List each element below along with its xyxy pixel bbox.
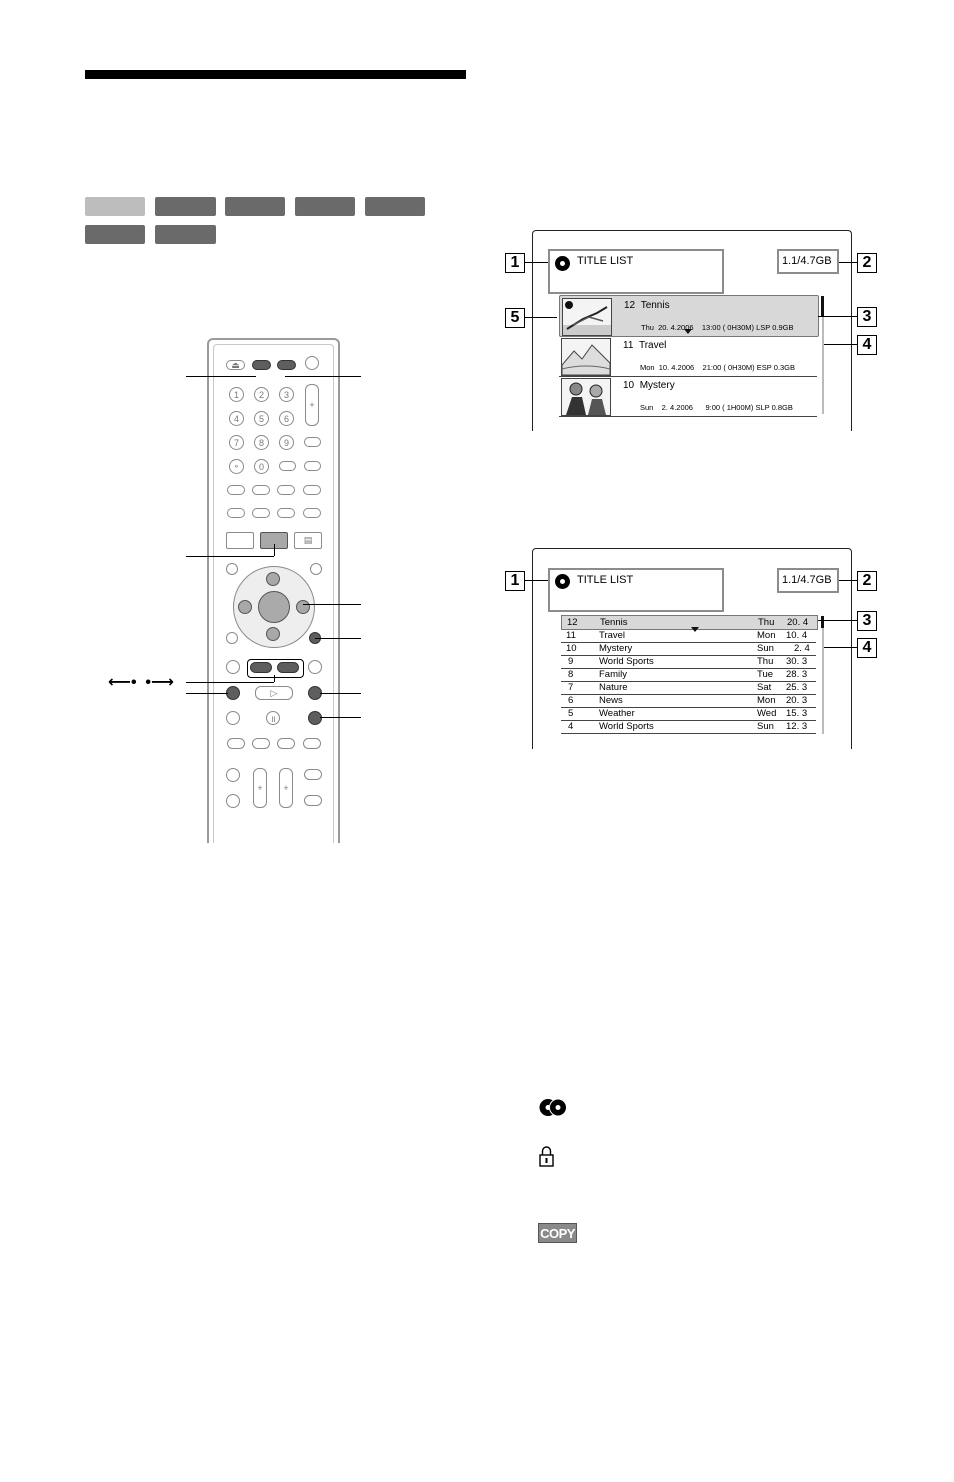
stop-button[interactable] — [308, 711, 322, 725]
enter-button[interactable] — [258, 591, 290, 623]
remote-button[interactable] — [227, 485, 245, 495]
disc-icon — [555, 256, 570, 271]
up-button[interactable] — [266, 572, 280, 586]
leader-line — [525, 580, 549, 581]
disc-badge — [85, 197, 145, 216]
title-row-info: Sun 2. 4.2006 9:00 ( 1H00M) SLP 0.8GB — [640, 403, 793, 412]
left-button[interactable] — [238, 600, 252, 614]
remote-button[interactable] — [304, 437, 321, 447]
remote-button[interactable] — [310, 563, 322, 575]
number-button-7[interactable]: 7 — [229, 435, 244, 450]
title-row-info: Mon 10. 4.2006 21:00 ( 0H30M) ESP 0.3GB — [640, 363, 795, 372]
disc-space-indicator: 1.1/4.7GB — [782, 574, 832, 586]
number-button-0[interactable]: 0 — [254, 459, 269, 474]
disc-badge — [365, 197, 425, 216]
callout-number-2: 2 — [857, 571, 877, 591]
skip-arrows-icon: ⟵• •⟶ — [108, 674, 174, 691]
callout-number-1: 1 — [505, 571, 525, 591]
leader-line — [839, 262, 857, 263]
list-row[interactable]: 4 World Sports Sun 12. 3 — [561, 720, 816, 734]
callout-number-3: 3 — [857, 307, 877, 327]
disc-icon — [555, 574, 570, 589]
title-row-info: Thu 20. 4.2006 13:00 ( 0H30M) LSP 0.9GB — [641, 323, 794, 332]
disc-badge — [85, 225, 145, 244]
disc-badge — [225, 197, 285, 216]
disc-space-indicator: 1.1/4.7GB — [782, 255, 832, 267]
power-button[interactable] — [305, 356, 319, 370]
callout-line — [274, 544, 275, 556]
remote-button[interactable] — [226, 768, 240, 782]
remote-button[interactable] — [308, 660, 322, 674]
leader-line — [525, 262, 549, 263]
remote-button[interactable] — [252, 508, 270, 518]
leader-line — [824, 647, 857, 648]
scroll-caret — [684, 329, 692, 334]
remote-button[interactable] — [279, 461, 296, 471]
remote-button[interactable] — [277, 485, 295, 495]
multi-disc-icon — [539, 1098, 567, 1117]
number-button-8[interactable]: 8 — [254, 435, 269, 450]
remote-button[interactable] — [226, 563, 238, 575]
remote-button[interactable] — [304, 461, 321, 471]
list-row[interactable]: 9 World Sports Thu 30. 3 — [561, 655, 816, 669]
remote-button[interactable] — [226, 532, 254, 549]
number-button-5[interactable]: 5 — [254, 411, 269, 426]
callout-number-5: 5 — [505, 308, 525, 328]
header-highlight-frame — [548, 568, 724, 612]
list-row[interactable]: 6 News Mon 20. 3 — [561, 694, 816, 708]
callout-line — [186, 556, 274, 557]
callout-line — [315, 638, 361, 639]
callout-number-1: 1 — [505, 253, 525, 273]
scrollbar-thumb[interactable] — [821, 296, 824, 316]
remote-button[interactable] — [303, 738, 321, 749]
leader-line — [818, 620, 857, 621]
title-row[interactable] — [559, 376, 817, 417]
callout-line — [274, 675, 275, 682]
title-list-header: TITLE LIST — [577, 255, 634, 267]
highlighted-button[interactable] — [252, 360, 271, 370]
callout-number-4: 4 — [857, 335, 877, 355]
number-button-1[interactable]: 1 — [229, 387, 244, 402]
number-button-4[interactable]: 4 — [229, 411, 244, 426]
title-list-header: TITLE LIST — [577, 574, 634, 586]
thumbnail-mystery — [561, 378, 611, 416]
title-row[interactable] — [559, 336, 817, 377]
remote-button[interactable] — [252, 738, 270, 749]
right-button[interactable] — [296, 600, 310, 614]
prev-button[interactable] — [226, 686, 240, 700]
remote-button[interactable] — [226, 711, 240, 725]
callout-line — [186, 693, 228, 694]
title-row-label: 12 Tennis — [624, 300, 670, 311]
lock-icon — [539, 1145, 554, 1168]
callout-line — [186, 376, 256, 377]
number-button-9[interactable]: 9 — [279, 435, 294, 450]
disc-badge — [155, 197, 216, 216]
remote-button[interactable] — [226, 632, 238, 644]
remote-button[interactable] — [227, 508, 245, 518]
callout-line — [320, 717, 361, 718]
callout-line — [303, 604, 361, 605]
eject-button[interactable]: ⏏ — [226, 360, 245, 370]
callout-line — [186, 682, 274, 683]
channel-rocker[interactable]: + — [305, 384, 319, 426]
remote-button[interactable] — [226, 660, 240, 674]
remote-button[interactable] — [227, 738, 245, 749]
list-row-selected[interactable]: 12 Tennis Thu 20. 4 — [561, 615, 818, 630]
highlight-frame — [247, 659, 304, 678]
number-button-2[interactable]: 2 — [254, 387, 269, 402]
list-row[interactable]: 11 Travel Mon 10. 4 — [561, 629, 816, 643]
list-row[interactable]: 8 Family Tue 28. 3 — [561, 668, 816, 682]
list-row[interactable]: 10 Mystery Sun 2. 4 — [561, 642, 816, 656]
callout-number-2: 2 — [857, 253, 877, 273]
list-row[interactable]: 5 Weather Wed 15. 3 — [561, 707, 816, 721]
leader-line — [824, 344, 857, 345]
top-rule — [85, 70, 466, 79]
leader-line — [525, 317, 557, 318]
callout-line — [320, 693, 361, 694]
remote-button[interactable]: ▤ — [294, 532, 322, 549]
highlighted-button[interactable] — [277, 360, 296, 370]
remote-button[interactable] — [303, 508, 321, 518]
title-row-label: 11 Travel — [623, 340, 667, 351]
remote-button[interactable] — [303, 485, 321, 495]
play-button[interactable]: ▷ — [255, 686, 293, 700]
title-row-label: 10 Mystery — [623, 380, 675, 391]
tv-power-button[interactable] — [304, 769, 322, 780]
copy-badge-icon: COPY — [538, 1223, 577, 1243]
remote-button[interactable] — [252, 485, 270, 495]
thumbnail-travel — [561, 338, 611, 376]
scrollbar-thumb[interactable] — [821, 616, 824, 628]
thumbnail-tennis — [562, 298, 612, 336]
disc-badge — [155, 225, 216, 244]
remote-button[interactable] — [226, 794, 240, 808]
callout-number-3: 3 — [857, 611, 877, 631]
pause-button[interactable]: ॥ — [266, 711, 280, 725]
remote-button[interactable] — [277, 508, 295, 518]
header-highlight-frame — [548, 249, 724, 294]
list-row[interactable]: 7 Nature Sat 25. 3 — [561, 681, 816, 695]
leader-line — [818, 316, 857, 317]
number-button-3[interactable]: 3 — [279, 387, 294, 402]
tv-channel-rocker[interactable]: + — [279, 768, 293, 808]
remote-button[interactable] — [277, 738, 295, 749]
leader-line — [839, 580, 857, 581]
dot-button[interactable]: ∘ — [229, 459, 244, 474]
scrollbar-track[interactable] — [822, 616, 824, 734]
callout-line — [285, 376, 361, 377]
input-select-button[interactable] — [304, 795, 322, 806]
disc-badge — [295, 197, 355, 216]
volume-rocker[interactable]: + — [253, 768, 267, 808]
down-button[interactable] — [266, 627, 280, 641]
number-button-6[interactable]: 6 — [279, 411, 294, 426]
callout-number-4: 4 — [857, 638, 877, 658]
